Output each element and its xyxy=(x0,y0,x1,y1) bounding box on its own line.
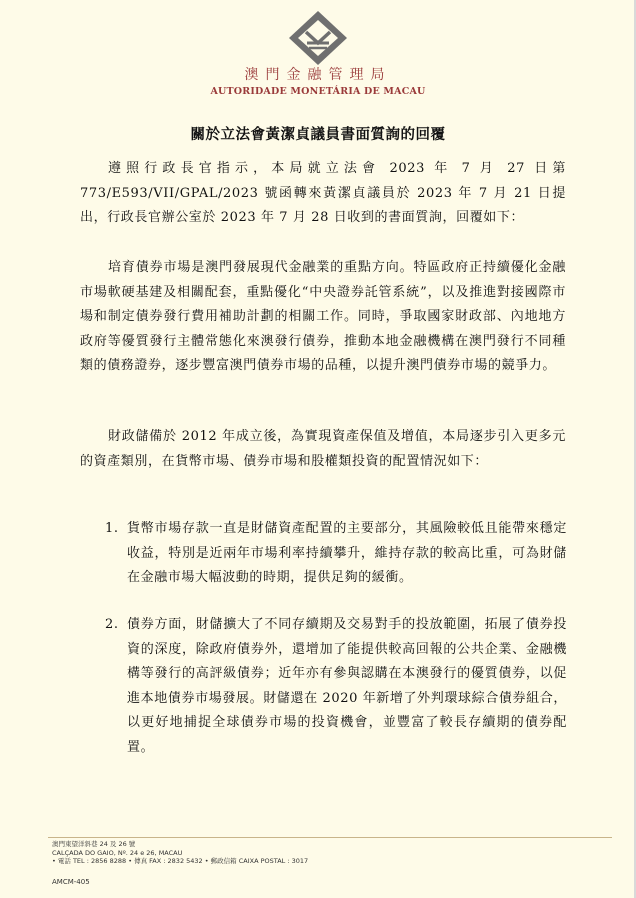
footer-address-pt: CALÇADA DO GAIO, Nº. 24 e 26, MACAU xyxy=(52,848,183,857)
list-item xyxy=(105,517,567,591)
org-name-pt: AUTORIDADE MONETÁRIA DE MACAU xyxy=(210,86,426,97)
footer-address-cn: 澳門東望洋斜巷 24 及 26 號 xyxy=(52,840,136,848)
footer-doc-code: AMCM-405 xyxy=(52,878,90,886)
footer-divider xyxy=(48,837,612,838)
org-name-cn: 澳門金融管理局 xyxy=(244,67,392,83)
amcm-diamond-logo-icon xyxy=(288,10,348,66)
footer-address xyxy=(52,840,308,866)
list-item-text: 債券方面，財儲擴大了不同存續期及交易對手的投放範圍，拓展了債券投資的深度，除政府債券外，還增加了能提供較高回報的公共企業、金融機構等發行的高評級債券；近年亦有參與認購在本澳發行的優質債券，以促進本地債券市場發展。財儲還在 2020 年新增了外判環球綜合債券組合，以更好地捕捉全球債券市場的投資機會，並豐富了較長存續期的債券配置。 xyxy=(127,617,567,755)
list-item-text: 貨幣市場存款一直是財儲資產配置的主要部分，其風險較低且能帶來穩定收益，特別是近兩年市場利率持續攀升，維持存款的較高比重，可為財儲在金融市場大幅波動的時期，提供足夠的緩衝。 xyxy=(127,521,567,585)
list-item xyxy=(105,613,567,760)
list-item-number: 1. xyxy=(105,521,119,536)
footer-contact: • 電話 TEL : 2856 8288 • 傳真 FAX : 2832 5432 • 郵政信箱 CAIXA POSTAL : 3017 xyxy=(52,857,309,865)
document-title: 關於立法會黃潔貞議員書面質詢的回覆 xyxy=(190,126,446,143)
paragraph-reserve: 財政儲備於 2012 年成立後，為實現資產保值及增值，本局逐步引入更多元的資產類別，在貨幣市場、債券市場和股權類投資的配置情況如下： xyxy=(80,429,566,469)
paragraph-intro: 遵照行政長官指示，本局就立法會 2023 年 7 月 27 日第 773/E593/VII/GPAL/2023 號函轉來黃潔貞議員於 2023 年 7 月 21 日提出，行政長官辦公室於 2023 年 7 月 28 日收到的書面質詢，回覆如下： xyxy=(80,161,566,225)
paragraph-bond-market: 培育債券市場是澳門發展現代金融業的重點方向。特區政府正持續優化金融市場軟硬基建及相關配套，重點優化“中央證券託管系統”，以及推進對接國際市場和制定債券發行費用補助計劃的相關工作。同時，爭取國家財政部、內地地方政府等優質發行主體常態化來澳發行債券，推動本地金融機構在澳門發行不同種類的債務證券，逐步豐富澳門債券市場的品種，以提升澳門債券市場的競爭力。 xyxy=(80,260,566,373)
list-item-number: 2. xyxy=(105,617,119,632)
